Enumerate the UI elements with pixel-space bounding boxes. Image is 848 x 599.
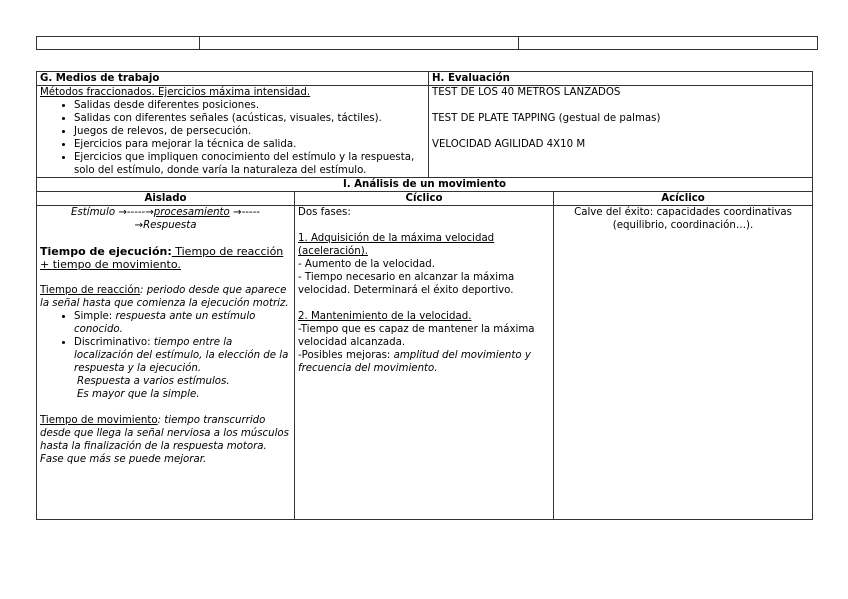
test-item: VELOCIDAD AGILIDAD 4X10 M [432, 139, 586, 150]
phase-1-title: 1. Adquisición de la máxima velocidad (aceleración). [298, 233, 495, 257]
movement-time: Tiempo de movimiento: tiempo transcurrido desde que llega la señal nerviosa a los músculos hasta la finalización de la respuesta motora. [40, 415, 289, 452]
discriminative-note-2: Es mayor que la simple. [77, 389, 200, 400]
ciclico-cell [295, 206, 554, 520]
test-item: TEST DE LOS 40 METROS LANZADOS [432, 87, 621, 98]
movement-note: Fase que más se puede mejorar. [40, 454, 207, 465]
column-header-aciclico: Acíclico [554, 192, 813, 206]
section-i-title: I. Análisis de un movimiento [37, 178, 813, 192]
discriminative-note-1: Respuesta a varios estímulos. [77, 376, 230, 387]
execution-time: Tiempo de ejecución: Tiempo de reacción + tiempo de movimiento. [40, 245, 284, 271]
section-h-title: H. Evaluación [429, 72, 813, 86]
aciclico-text: Calve del éxito: capacidades coordinativas (equilibrio, coordinación…). [574, 207, 792, 231]
list-item: • Ejercicios que impliquen conocimiento del estímulo y la respuesta, solo del estímulo, donde varía la naturaleza del estímulo. [74, 151, 425, 177]
column-header-aislado: Aislado [37, 192, 295, 206]
main-table [36, 71, 813, 520]
test-item: TEST DE PLATE TAPPING (gestual de palmas) [432, 113, 661, 124]
list-item: • Ejercicios para mejorar la técnica de salida. [74, 138, 425, 151]
aislado-cell [37, 206, 295, 520]
section-h-content [429, 86, 813, 178]
list-item: • Discriminativo: tiempo entre la localización del estímulo, la elección de la respuesta y la ejecución. [74, 336, 291, 375]
reaction-types-list [40, 310, 291, 375]
list-item: • Salidas desde diferentes posiciones. [74, 99, 425, 112]
phase-2-line-2: -Posibles mejoras: amplitud del movimiento y frecuencia del movimiento. [298, 350, 531, 374]
section-g-title: G. Medios de trabajo [37, 72, 429, 86]
list-item: • Simple: respuesta ante un estímulo conocido. [74, 310, 291, 336]
work-methods-list [40, 99, 425, 177]
stimulus-response-flow: Estímulo →-----→procesamiento →----- →Respuesta [71, 207, 260, 231]
section-g-subtitle: Métodos fraccionados. Ejercicios máxima intensidad. [40, 87, 311, 98]
phase-2-title: 2. Mantenimiento de la velocidad. [298, 311, 472, 322]
column-header-ciclico: Cíclico [295, 192, 554, 206]
header-cell-2 [200, 37, 519, 50]
header-cell-3 [519, 37, 818, 50]
section-g-content [37, 86, 429, 178]
header-cell-1 [37, 37, 200, 50]
list-item: • Salidas con diferentes señales (acústicas, visuales, táctiles). [74, 112, 425, 125]
phases-intro: Dos fases: [298, 207, 351, 218]
phase-1-line-2: - Tiempo necesario en alcanzar la máxima velocidad. Determinará el éxito deportivo. [298, 272, 515, 296]
header-table [36, 36, 818, 50]
reaction-time: Tiempo de reacción: periodo desde que aparece la señal hasta que comienza la ejecución motriz. [40, 285, 289, 309]
phase-1-line-1: - Aumento de la velocidad. [298, 259, 435, 270]
aciclico-cell [554, 206, 813, 520]
list-item: • Juegos de relevos, de persecución. [74, 125, 425, 138]
phase-2-line-1: -Tiempo que es capaz de mantener la máxima velocidad alcanzada. [298, 324, 535, 348]
